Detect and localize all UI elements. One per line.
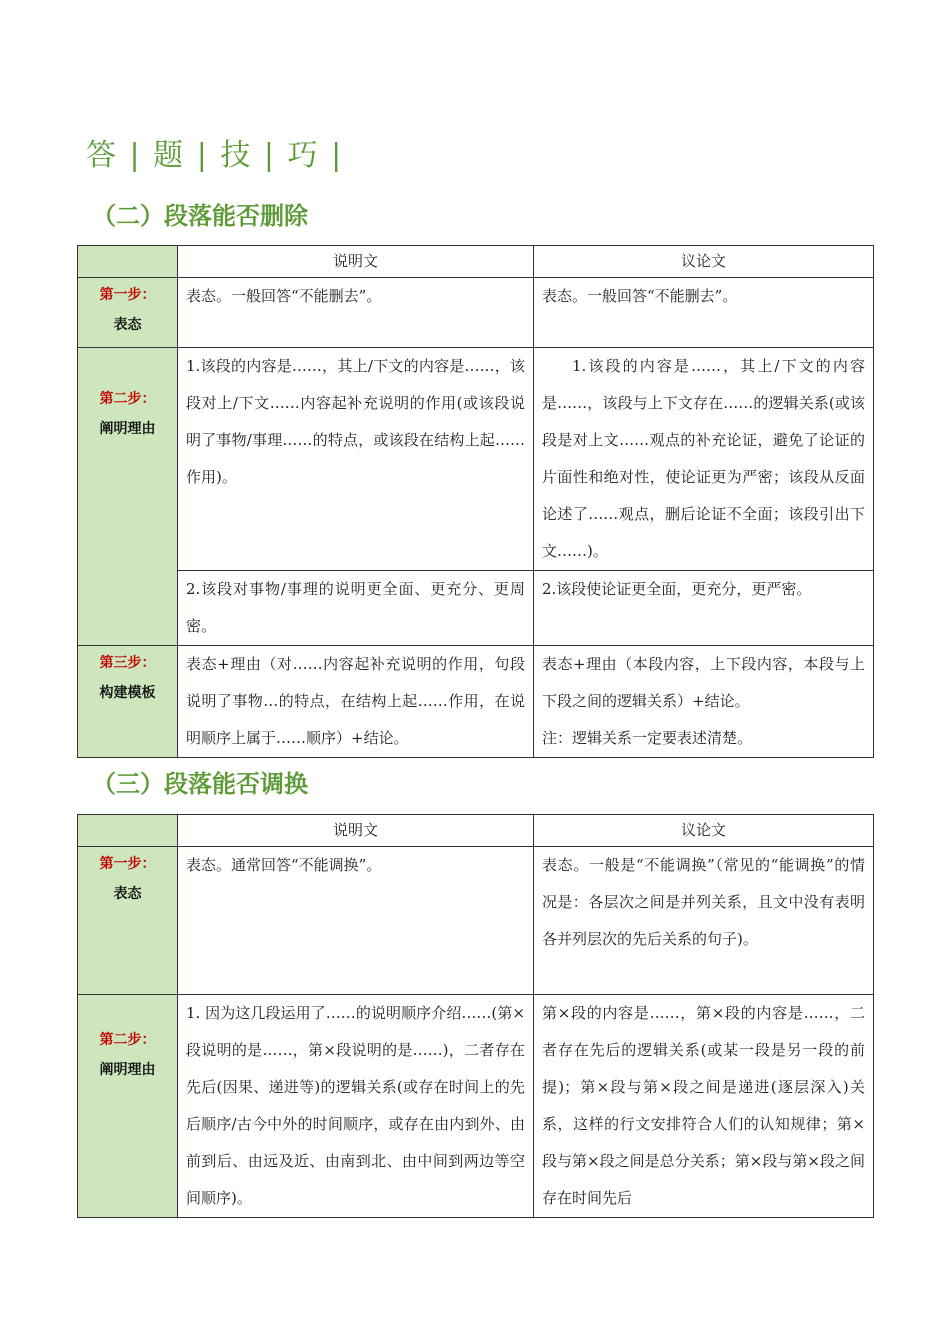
argumentative-cell: 第×段的内容是……，第×段的内容是……，二者存在先后的逻辑关系(或某一段是另一段的前提)；第×段与第×段之间是递进(逐层深入)关系，这样的行文安排符合人们的认知规律；第×段与第×段之间是总分关系；第×段与第×段之间存在时间先后	[534, 995, 874, 1218]
step-name: 表态	[113, 886, 142, 902]
header-argumentative: 议论文	[534, 815, 874, 847]
expository-cell: 表态。通常回答“不能调换”。	[178, 847, 534, 995]
step-cell	[78, 847, 178, 995]
argumentative-cell: 表态。一般是“不能调换”（常见的“能调换”的情况是：各层次之间是并列关系，且文中没有表明各并列层次的先后关系的句子)。	[534, 847, 874, 995]
table-paragraph-swap	[77, 814, 874, 1218]
table-row	[78, 847, 874, 995]
step-name: 阐明理由	[99, 421, 156, 437]
expository-cell: 表态+理由（对……内容起补充说明的作用，句段说明了事物…的特点，在结构上起……作用，在说明顺序上属于……顺序）+结论。	[178, 646, 534, 758]
section-title-swap: （三）段落能否调换	[92, 770, 308, 798]
step-number: 第一步：	[99, 856, 156, 872]
step-cell	[78, 348, 178, 646]
header-expository: 说明文	[178, 246, 534, 278]
step-cell	[78, 278, 178, 348]
argumentative-cell: 1.该段的内容是……，其上/下文的内容是……，该段与上下文存在……的逻辑关系(或该段是对上文……观点的补充论证，避免了论证的片面性和绝对性，使论证更为严密；该段从反面论述了……观点，删后论证不全面；该段引出下文……)。	[534, 348, 874, 571]
table-paragraph-delete	[77, 245, 874, 758]
expository-cell: 1. 因为这几段运用了……的说明顺序介绍……(第×段说明的是……，第×段说明的是……)，二者存在先后(因果、递进等)的逻辑关系(或存在时间上的先后顺序/古今中外的时间顺序，或存在由内到外、由前到后、由远及近、由南到北、由中间到两边等空间顺序)。	[178, 995, 534, 1218]
table-row	[78, 348, 874, 571]
table-row	[78, 646, 874, 758]
step-number: 第二步：	[99, 391, 156, 407]
header-argumentative: 议论文	[534, 246, 874, 278]
step-cell	[78, 995, 178, 1218]
step-number: 第三步：	[99, 655, 156, 671]
step-name: 表态	[113, 317, 142, 333]
step-number: 第一步：	[99, 287, 156, 303]
step-cell	[78, 646, 178, 758]
table-row	[78, 571, 874, 646]
banner-heading: 答 | 题 | 技 | 巧 |	[86, 138, 344, 173]
table-header-row	[78, 815, 874, 847]
argumentative-template: 表态+理由（本段内容，上下段内容，本段与上下段之间的逻辑关系）+结论。	[542, 655, 865, 710]
header-blank-cell	[78, 246, 178, 278]
expository-cell: 表态。一般回答“不能删去”。	[178, 278, 534, 348]
step-name: 阐明理由	[99, 1062, 156, 1078]
table-row	[78, 995, 874, 1218]
table-row	[78, 278, 874, 348]
argumentative-cell	[534, 646, 874, 758]
table-header-row	[78, 246, 874, 278]
section-title-delete: （二）段落能否删除	[92, 202, 308, 230]
argumentative-cell: 表态。一般回答“不能删去”。	[534, 278, 874, 348]
step-name: 构建模板	[99, 685, 156, 701]
argumentative-note: 注：逻辑关系一定要表述清楚。	[542, 729, 753, 747]
header-expository: 说明文	[178, 815, 534, 847]
expository-cell: 1.该段的内容是……，其上/下文的内容是……，该段对上/下文……内容起补充说明的作用(或该段说明了事物/事理……的特点，或该段在结构上起……作用)。	[178, 348, 534, 571]
step-number: 第二步：	[99, 1032, 156, 1048]
argumentative-cell: 2.该段使论证更全面，更充分，更严密。	[534, 571, 874, 646]
header-blank-cell	[78, 815, 178, 847]
expository-cell: 2.该段对事物/事理的说明更全面、更充分、更周密。	[178, 571, 534, 646]
